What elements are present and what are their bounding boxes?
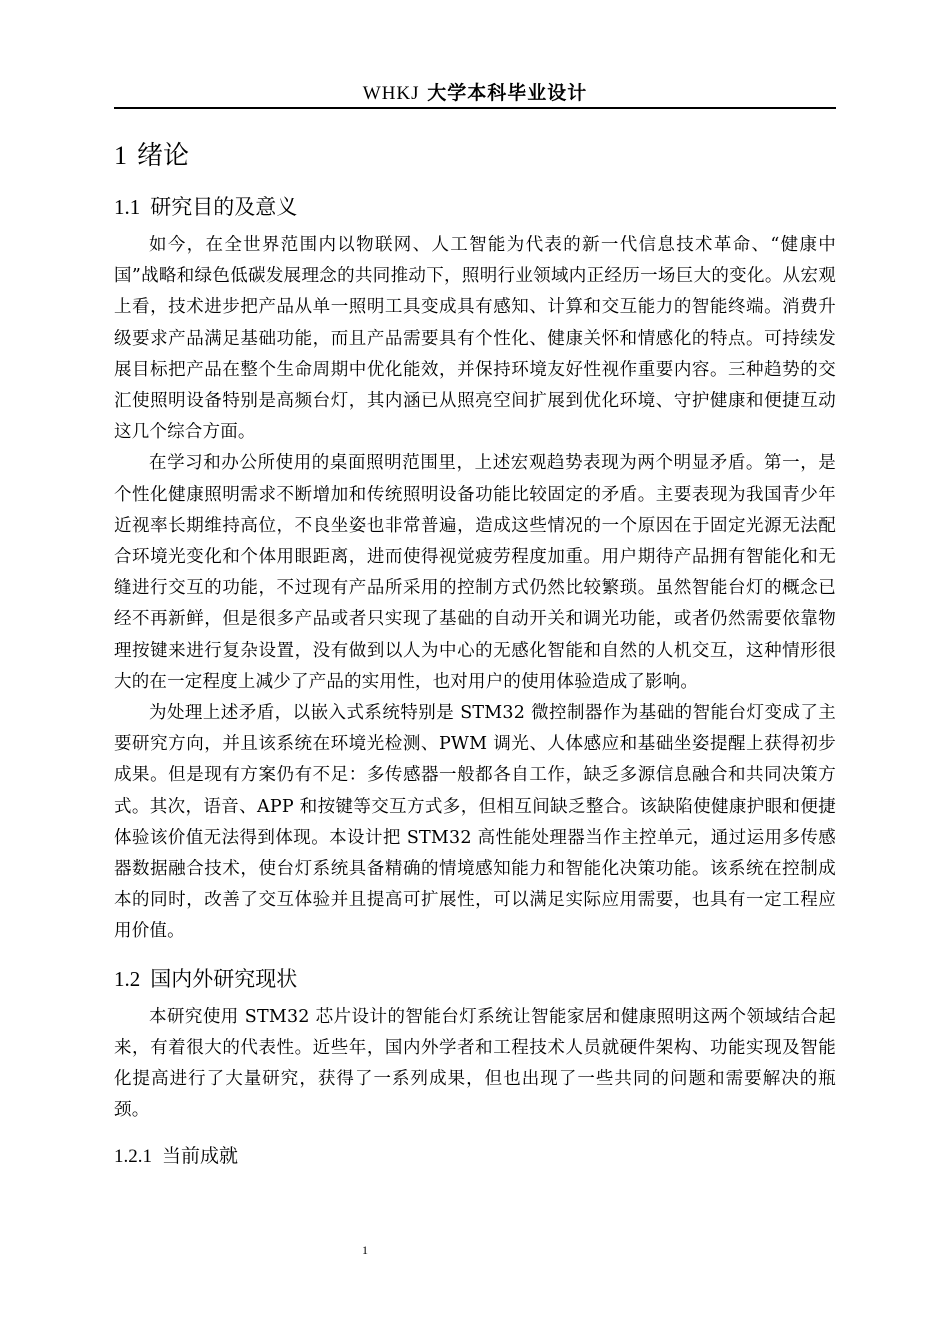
section-number: 1.2: [114, 966, 141, 991]
section-title: 国内外研究现状: [150, 966, 298, 991]
section-number: 1.1: [114, 195, 141, 219]
paragraph: 在学习和办公所使用的桌面照明范围里，上述宏观趋势表现为两个明显矛盾。第一，是个性化健康照明需求不断增加和传统照明设备功能比较固定的矛盾。主要表现为我国青少年近视率长期维持高位，不良坐姿也非常普遍，造成这些情况的一个原因在于固定光源无法配合环境光变化和个体用眼距离，进而使得视觉疲劳程度加重。用户期待产品拥有智能化和无缝进行交互的功能，不过现有产品所采用的控制方式仍然比较繁琐。虽然智能台灯的概念已经不再新鲜，但是很多产品或者只实现了基础的自动开关和调光功能，或者仍然需要依靠物理按键来进行复杂设置，没有做到以人为中心的无感化智能和自然的人机交互，这种情形很大的在一定程度上减少了产品的实用性，也对用户的使用体验造成了影响。: [114, 453, 836, 692]
section-heading-1-2: [114, 962, 836, 996]
chapter-heading: [114, 136, 836, 176]
page-body: [114, 128, 836, 1173]
paragraph: 如今，在全世界范围内以物联网、人工智能为代表的新一代信息技术革命、“健康中国”战略和绿色低碳发展理念的共同推动下，照明行业领域内正经历一场巨大的变化。从宏观上看，技术进步把产品从单一照明工具变成具有感知、计算和交互能力的智能终端。消费升级要求产品满足基础功能，而且产品需要具有个性化、健康关怀和情感化的特点。可持续发展目标把产品在整个生命周期中优化能效，并保持环境友好性视作重要内容。三种趋势的交汇使照明设备特别是高频台灯，其内涵已从照亮空间扩展到优化环境、守护健康和便捷互动这几个综合方面。: [114, 235, 836, 443]
header-prefix: WHKJ: [362, 83, 420, 104]
section-heading-1-1: [114, 190, 836, 224]
chapter-number: 1: [114, 141, 127, 170]
header-title: 大学本科毕业设计: [427, 82, 588, 104]
paragraph: 为处理上述矛盾，以嵌入式系统特别是 STM32 微控制器作为基础的智能台灯变成了主要研究方向，并且该系统在环境光检测、PWM 调光、人体感应和基础坐姿提醒上获得初步成果。但是现有方案仍有不足：多传感器一般都各自工作，缺乏多源信息融合和共同决策方式。其次，语音、APP 和按键等交互方式多，但相互间缺乏整合。该缺陷使健康护眼和便捷体验该价值无法得到体现。本设计把 STM32 高性能处理器当作主控单元，通过运用多传感器数据融合技术，使台灯系统具备精确的情境感知能力和智能化决策功能。该系统在控制成本的同时，改善了交互体验并且提高可扩展性，可以满足实际应用需要，也具有一定工程应用价值。: [114, 703, 836, 942]
paragraph: 本研究使用 STM32 芯片设计的智能台灯系统让智能家居和健康照明这两个领域结合起来，有着很大的代表性。近些年，国内外学者和工程技术人员就硬件架构、功能实现及智能化提高进行了大量研究，获得了一系列成果，但也出现了一些共同的问题和需要解决的瓶颈。: [114, 1006, 836, 1121]
subsection-number: 1.2.1: [114, 1146, 152, 1168]
header-rule: [114, 107, 836, 109]
page-number: 1: [362, 1243, 368, 1257]
subsection-heading-1-2-1: [114, 1140, 836, 1173]
subsection-title: 当前成就: [162, 1145, 239, 1168]
section-title: 研究目的及意义: [150, 195, 298, 219]
chapter-title: 绪论: [137, 141, 190, 171]
running-header: [114, 80, 836, 107]
